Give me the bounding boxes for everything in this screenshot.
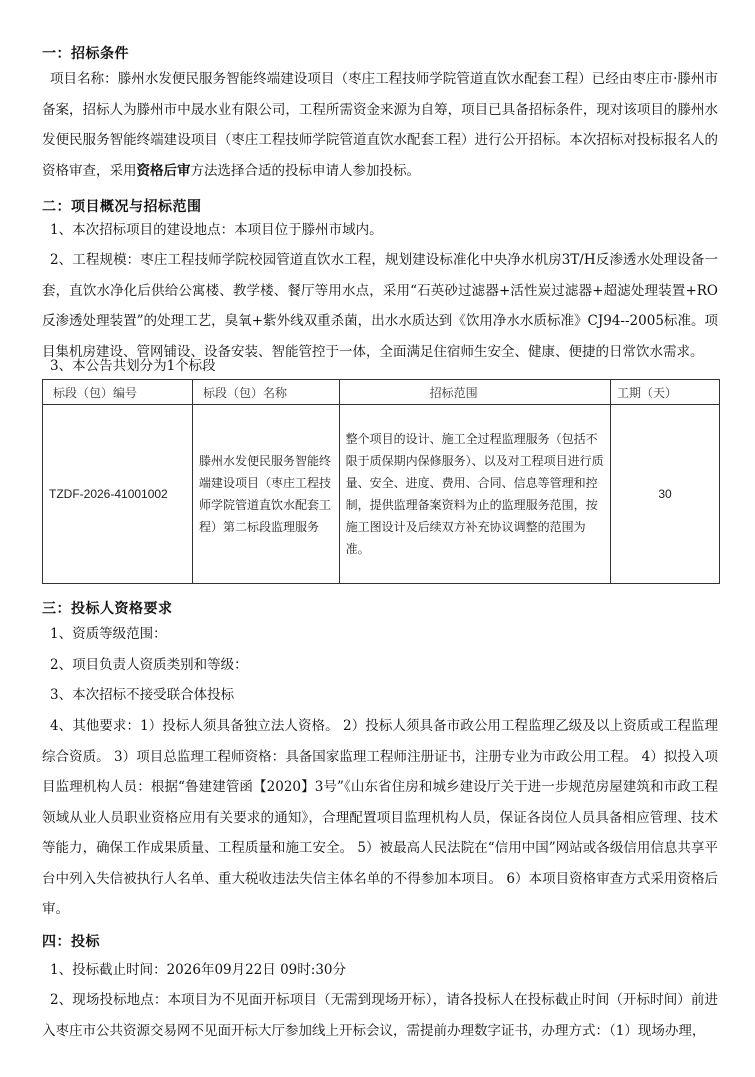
section-3-item-4-text: 4、其他要求：1）投标人须具备独立法人资格。 2）投标人须具备市政公用工程监理乙级及以上资质或工程监理综合资质。 3）项目总监理工程师资格：具备国家监理工程师注册证书，注册专业为市政公用工程。 4）拟投入项目监理机构人员：根据“鲁建建管函【2020】3号”《山东省住房和城乡建设厅关于进一步规范房屋建筑和市政工程领域从业人员职业资格应用有关要求的通知》，合理配置项目监理机构人员，保证各岗位人员具备相应管理、技术等能力，确保工作成果质量、工程质量和施工安全。 5）被最高人民法院在“信用中国”网站或各级信用信息共享平台中列入失信被执行人名单、重大税收违法失信主体名单的不得参加本项目。 6）本项目资格审查方式采用资格后审。 — [42, 718, 718, 917]
qualification-method-bold: 资格后审 — [136, 162, 191, 179]
lot-code-cell: TZDF-2026-41001002 — [43, 405, 193, 584]
section-2-item-1: 1、本次招标项目的建设地点：本项目位于滕州市域内。 — [50, 222, 383, 238]
section-4-item-2 — [42, 985, 718, 1046]
section-4-heading: 四：投标 — [42, 934, 100, 950]
section-1-paragraph — [42, 64, 718, 186]
section-3-heading: 三：投标人资格要求 — [42, 601, 173, 617]
header-duration: 工期（天） — [610, 380, 719, 405]
table-row — [43, 405, 720, 584]
section-2-item-3: 3、本公告共划分为1个标段 — [50, 358, 216, 374]
section-4-item-1: 1、投标截止时间：2026年09月22日 09时:30分 — [50, 962, 346, 978]
section-1-text-a: 项目名称：滕州水发便民服务智能终端建设项目（枣庄工程技师学院管道直饮水配套工程）已经由枣庄市·滕州市备案，招标人为滕州市中晟水业有限公司，工程所需资金来源为自筹，项目已具备招标条件，现对该项目的滕州水发便民服务智能终端建设项目（枣庄工程技师学院管道直饮水配套工程）进行公开招标。本次招标对投标报名人的资格审查，采用 — [42, 71, 718, 179]
section-3-item-3: 3、本次招标不接受联合体投标 — [50, 687, 235, 703]
section-3-item-4 — [42, 711, 718, 925]
scope-cell: 整个项目的设计、施工全过程监理服务（包括不限于质保期内保修服务）、以及对工程项目进行质量、安全、进度、费用、合同、信息等管理和控制，提供监理备案资料为止的监理服务范围，按施工图设计及后续双方补充协议调整的范围为准。 — [339, 405, 610, 584]
header-lot-name: 标段（包）名称 — [193, 380, 340, 405]
lot-name-cell: 滕州水发便民服务智能终端建设项目（枣庄工程技师学院管道直饮水配套工程）第二标段监理服务 — [193, 405, 340, 584]
header-scope: 招标范围 — [339, 380, 610, 405]
section-1-text-b: 方法选择合适的投标申请人参加投标。 — [190, 162, 420, 179]
section-2-item-2 — [42, 245, 718, 367]
table-header-row — [43, 380, 720, 405]
section-3-item-1: 1、资质等级范围： — [50, 626, 167, 642]
section-2-heading: 二：项目概况与招标范围 — [42, 199, 202, 215]
section-3-item-2: 2、项目负责人资质类别和等级： — [50, 657, 248, 673]
section-2-item-2-text: 2、工程规模：枣庄工程技师学院校园管道直饮水工程，规划建设标准化中央净水机房3T/H反渗透水处理设备一套，直饮水净化后供给公寓楼、教学楼、餐厅等用水点，采用“石英砂过滤器+活性炭过滤器+超滤处理装置+RO反渗透处理装置”的处理工艺，臭氧+紫外线双重杀菌，出水水质达到《饮用净水水质标准》CJ94--2005标准。项目集机房建设、管网铺设、设备安装、智能管控于一体，全面满足住宿师生安全、健康、便捷的日常饮水需求。 — [42, 252, 718, 360]
duration-cell: 30 — [610, 405, 719, 584]
section-4-item-2-text: 2、现场投标地点：本项目为不见面开标项目（无需到现场开标），请各投标人在投标截止时间（开标时间）前进入枣庄市公共资源交易网不见面开标大厅参加线上开标会议，需提前办理数字证书，办理方式：（1）现场办理， — [42, 992, 718, 1039]
header-lot-code: 标段（包）编号 — [43, 380, 193, 405]
lot-table — [42, 379, 720, 584]
section-1-heading: 一：招标条件 — [42, 46, 129, 62]
